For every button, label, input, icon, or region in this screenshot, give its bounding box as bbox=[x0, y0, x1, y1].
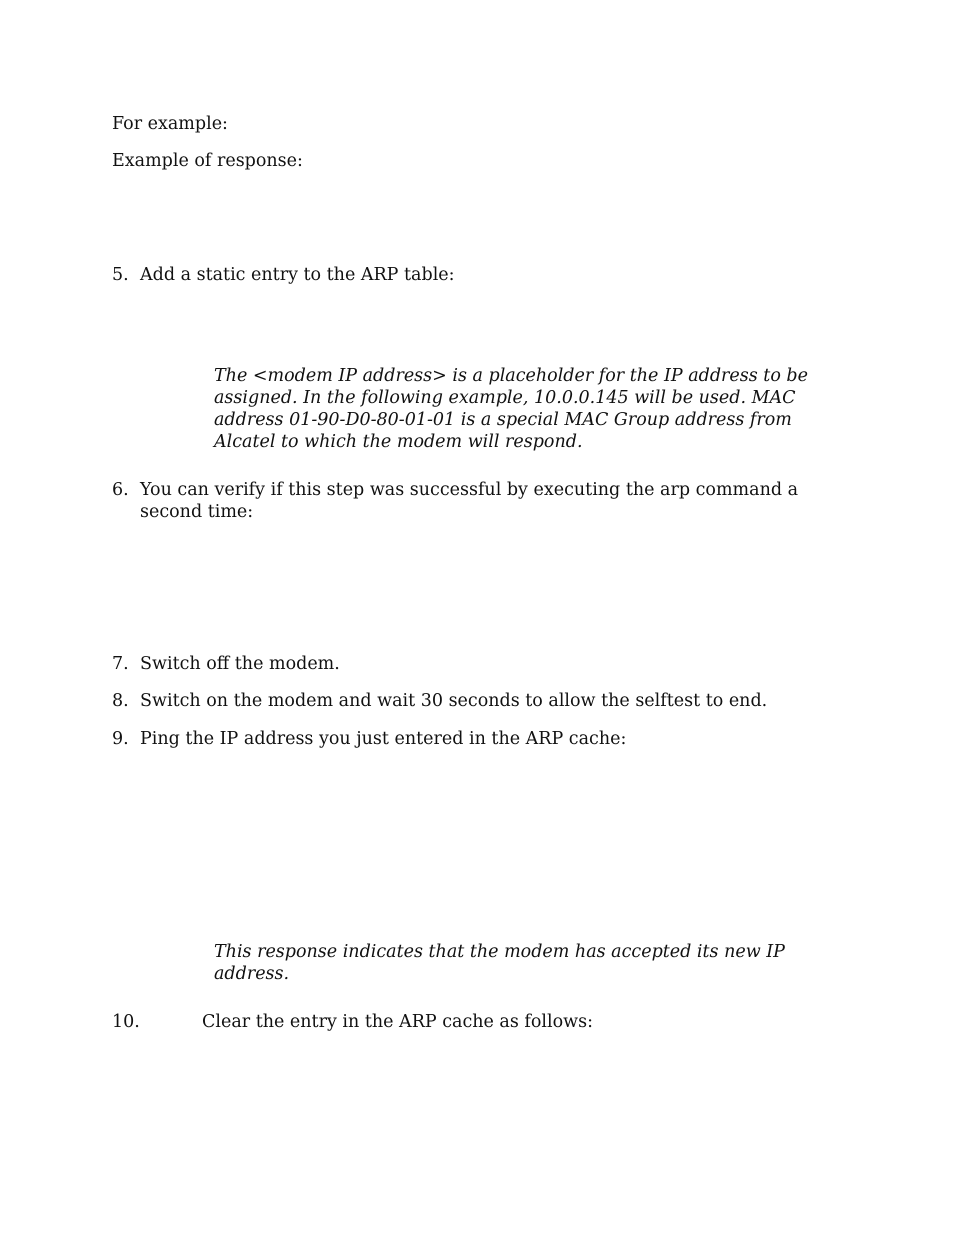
step-text: Ping the IP address you just entered in the ARP cache: bbox=[140, 729, 627, 749]
placeholder-note: The <modem IP address> is a placeholder for the IP address to be assigned. In the following example, 10.0.0.145 will be used. MAC address 01-90-D0-80-01-01 is a special MAC Group address from Alcatel to which the modem will respond. bbox=[214, 366, 808, 452]
response-note: This response indicates that the modem has accepted its new IP address. bbox=[214, 942, 785, 984]
step-number: 9. bbox=[112, 729, 129, 749]
step-number: 7. bbox=[112, 654, 129, 674]
example-response-text: Example of response: bbox=[112, 151, 303, 171]
step-text: Switch off the modem. bbox=[140, 654, 340, 674]
step-number: 5. bbox=[112, 265, 129, 285]
step-number: 6. bbox=[112, 480, 129, 500]
for-example-text: For example: bbox=[112, 114, 228, 134]
step-text: Add a static entry to the ARP table: bbox=[140, 265, 455, 285]
step-text: You can verify if this step was successful by executing the arp command a second time: bbox=[140, 480, 799, 522]
step-text: Clear the entry in the ARP cache as follows: bbox=[202, 1012, 594, 1032]
step-number: 8. bbox=[112, 691, 129, 711]
step-number: 10. bbox=[112, 1012, 140, 1032]
step-text: Switch on the modem and wait 30 seconds to allow the selftest to end. bbox=[140, 691, 768, 711]
